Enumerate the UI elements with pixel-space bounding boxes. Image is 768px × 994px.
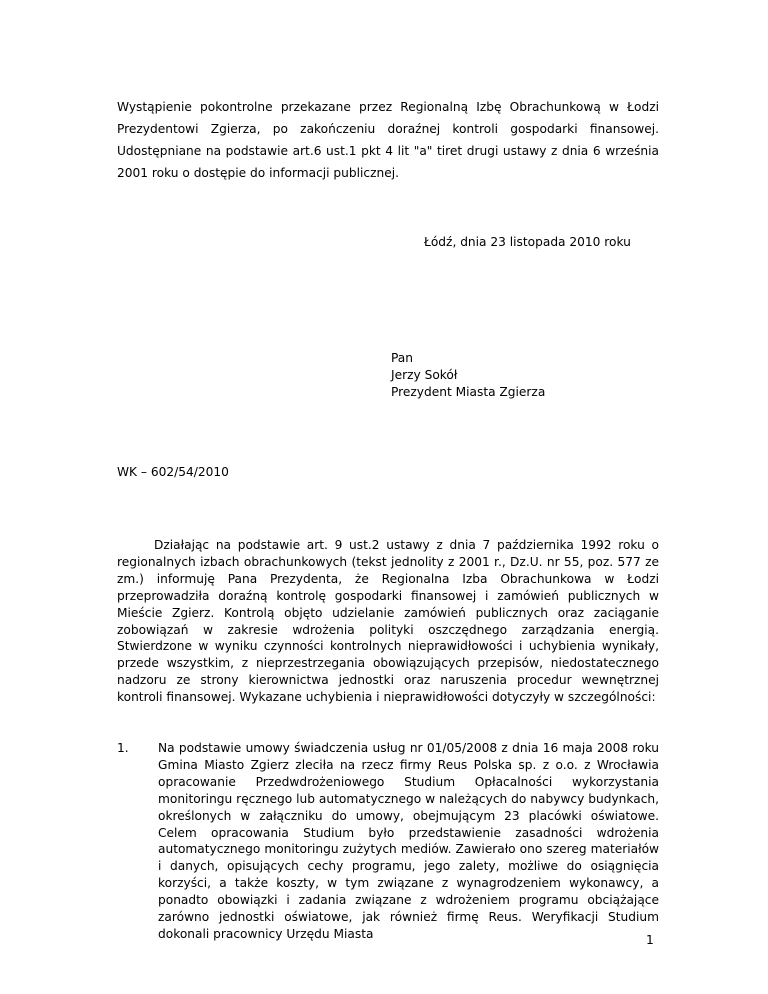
letter-date: Łódź, dnia 23 listopada 2010 roku [424, 235, 631, 249]
recipient-name: Jerzy Sokół [391, 368, 458, 382]
reference-number: WK – 602/54/2010 [117, 465, 229, 479]
recipient-block [391, 350, 545, 401]
intro-note: Wystąpienie pokontrolne przekazane przez Regionalną Izbę Obrachunkową w Łodzi Prezydentowi Zgierza, po zakończeniu doraźnej kontroli gospodarki finansowej. Udostępniane na podstawie art.6 ust.1 pkt 4 lit "a" tiret drugi ustawy z dnia 6 września 2001 roku o dostępie do informacji publicznej. [117, 100, 659, 180]
recipient-salutation: Pan [391, 351, 413, 365]
body-paragraph: Działając na podstawie art. 9 ust.2 ustawy z dnia 7 października 1992 roku o regionalnych izbach obrachunkowych (tekst jednolity z 2001 r., Dz.U. nr 55, poz. 577 ze zm.) informuję Pana Prezydenta, że Regionalna Izba Obrachunkowa w Łodzi przeprowadziła doraźną kontrolę gospodarki finansowej i zamówień publicznych w Mieście Zgierz. Kontrolą objęto udzielanie zamówień publicznych oraz zaciąganie zobowiązań w zakresie wdrożenia polityki oszczędnego zarządzania energią. Stwierdzone w wyniku czynności kontrolnych nieprawidłowości i uchybienia wynikały, przede wszystkim, z nieprzestrzegania obowiązujących przepisów, niedostatecznego nadzoru ze strony kierownictwa jednostki oraz naruszenia procedur wewnętrznej kontroli finansowej. Wykazane uchybienia i nieprawidłowości dotyczyły w szczególności: [117, 538, 659, 705]
recipient-title: Prezydent Miasta Zgierza [391, 385, 546, 399]
page-number: 1 [646, 933, 654, 947]
list-item-number: 1. [117, 741, 129, 755]
list-item-text: Na podstawie umowy świadczenia usług nr 01/05/2008 z dnia 16 maja 2008 roku Gmina Miasto Zgierz zleciła na rzecz firmy Reus Polska sp. z o.o. z Wrocławia opracowanie Przedwdrożeniowego Studium Opłacalności wykorzystania monitoringu ręcznego lub automatycznego w należących do nabywcy budynkach, określonych w załączniku do umowy, obejmującym 23 placówki oświatowe. Celem opracowania Studium było przedstawienie zasadności wdrożenia automatycznego monitoringu zużytych mediów. Zawierało ono szereg materiałów i danych, opisujących cechy programu, jego zalety, możliwe do osiągnięcia korzyści, a także koszty, w tym związane z wynagrodzeniem wykonawcy, a ponadto obowiązki i zadania związane z wdrożeniem programu obciążające zarówno jednostki oświatowe, jak również firmę Reus. Weryfikacji Studium dokonali pracownicy Urzędu Miasta [158, 741, 659, 941]
